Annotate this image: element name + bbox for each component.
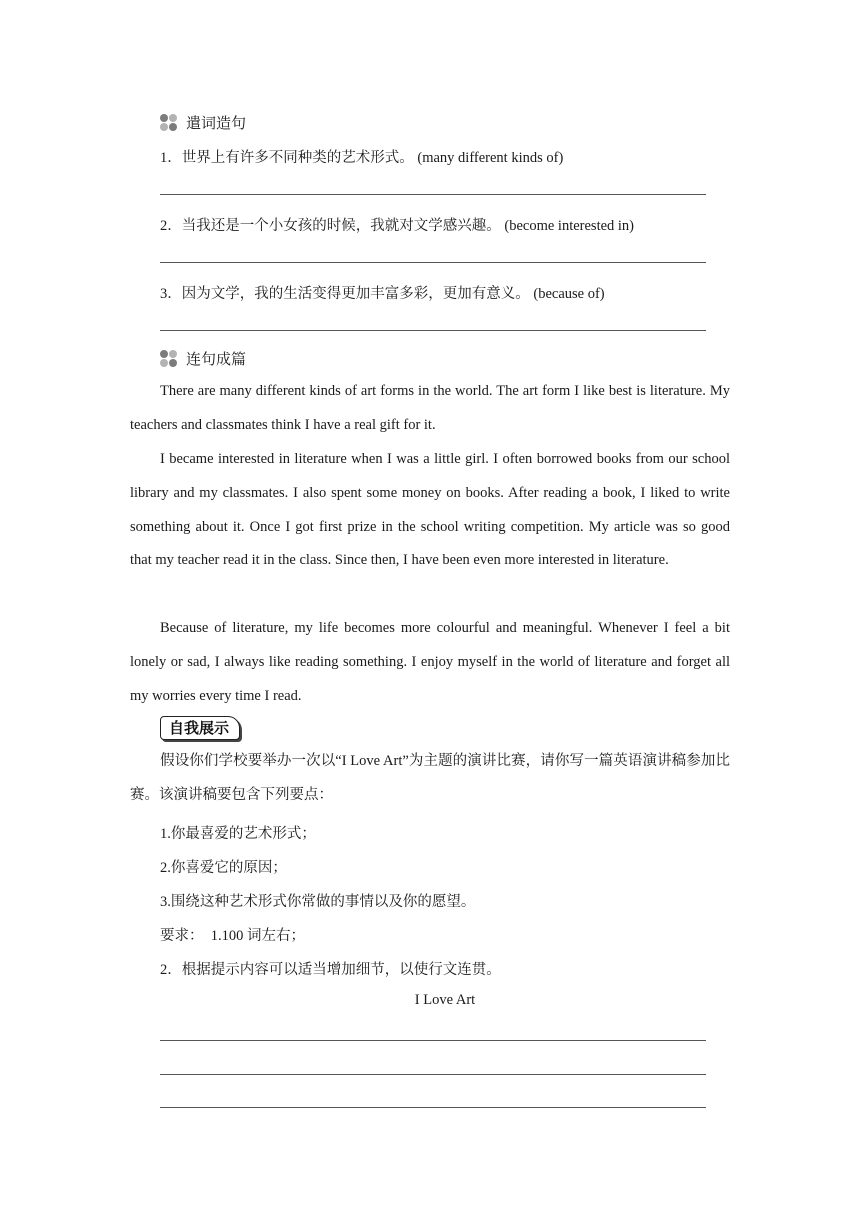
exercise-item-3: 3．因为文学，我的生活变得更加丰富多彩，更加有意义。 (because of): [160, 286, 605, 302]
section-heading-sentence-making: [160, 112, 246, 133]
paragraph-text: There are many different kinds of art forms in the world. The art form I like best is literature. My teachers and classmates think I have a real gift for it.: [130, 383, 730, 433]
passage-paragraph-3: [130, 612, 730, 713]
task-intro: [130, 745, 730, 813]
essay-line-1[interactable]: [160, 1040, 706, 1041]
clover-icon: [160, 350, 178, 368]
exercise-item-2: 2．当我还是一个小女孩的时候，我就对文学感兴趣。 (become interested in): [160, 218, 635, 234]
task-point-1: 1.你最喜爱的艺术形式；: [160, 826, 316, 842]
section-heading-passage: [160, 348, 246, 369]
paragraph-text: I became interested in literature when I was a little girl. I often borrowed books from our school library and my classmates. I also spent some money on books. After reading a book, I liked to write something about it. Once I got first prize in the school writing competition. My article was so good that my teacher read it in the class. Since then, I have been even more interested in literature.: [130, 451, 730, 569]
self-show-badge: 自我展示: [160, 716, 240, 740]
answer-line-3[interactable]: [160, 330, 706, 331]
requirement-2: 2．根据提示内容可以适当增加细节，以使行文连贯。: [160, 962, 501, 978]
intro-text: 假设你们学校要举办一次以“I Love Art”为主题的演讲比赛，请你写一篇英语演讲稿参加比赛。该演讲稿要包含下列要点：: [130, 753, 730, 803]
answer-line-1[interactable]: [160, 194, 706, 195]
section-title: 遣词造句: [186, 116, 247, 132]
task-point-3: 3.围绕这种艺术形式你常做的事情以及你的愿望。: [160, 894, 476, 910]
clover-icon: [160, 114, 178, 132]
answer-line-2[interactable]: [160, 262, 706, 263]
passage-paragraph-1: [130, 375, 730, 443]
essay-title: I Love Art: [414, 992, 476, 1008]
section-title: 连句成篇: [186, 352, 247, 368]
passage-paragraph-2: [130, 443, 730, 578]
task-point-2: 2.你喜爱它的原因；: [160, 860, 287, 876]
essay-line-2[interactable]: [160, 1074, 706, 1075]
paragraph-text: Because of literature, my life becomes more colourful and meaningful. Whenever I feel a bit lonely or sad, I always like reading something. I enjoy myself in the world of literature and forget all my worries every time I read.: [130, 620, 730, 704]
essay-line-3[interactable]: [160, 1107, 706, 1108]
requirement-1: 要求： 1.100 词左右；: [160, 928, 305, 944]
exercise-item-1: 1．世界上有许多不同种类的艺术形式。 (many different kinds of): [160, 150, 564, 166]
